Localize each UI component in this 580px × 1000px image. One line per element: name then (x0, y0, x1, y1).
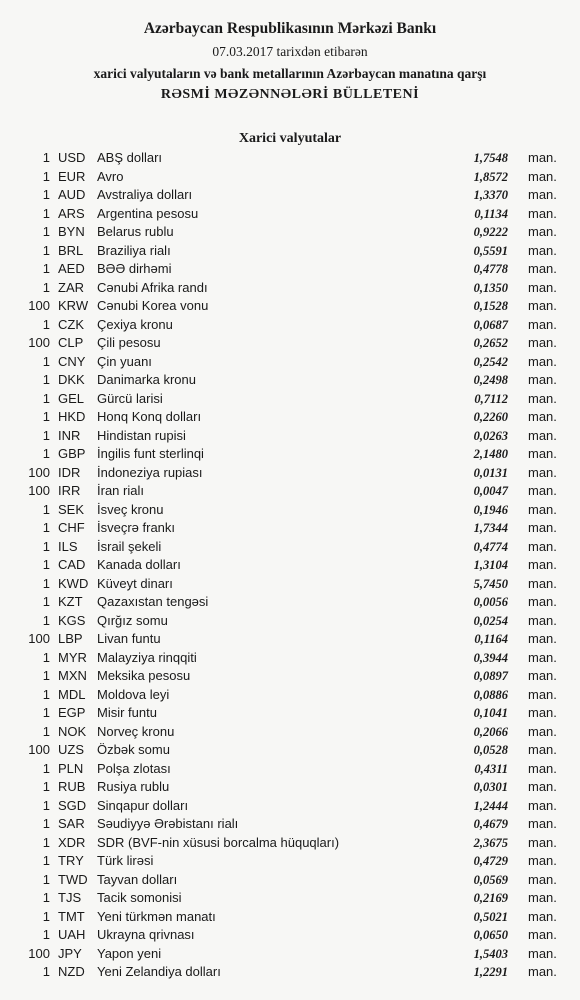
unit-label: man. (528, 520, 557, 535)
quantity: 1 (42, 927, 50, 942)
currency-name: Meksika pesosu (97, 668, 191, 683)
currency-row (0, 260, 580, 279)
unit-label: man. (528, 908, 557, 924)
currency-code: KGS (58, 612, 86, 628)
unit-label: man. (528, 834, 557, 850)
unit-label: man. (528, 871, 557, 887)
currency-code: JPY (58, 945, 82, 961)
unit-label: man. (528, 557, 557, 572)
currency-name: Tayvan dolları (97, 871, 178, 887)
quantity: 100 (28, 483, 50, 498)
currency-row (0, 390, 580, 409)
quantity: 100 (28, 742, 50, 757)
currency-row (0, 686, 580, 705)
currency-name: Polşa zlotası (97, 760, 171, 776)
exchange-rate: 0,1134 (474, 206, 508, 221)
unit-label: man. (528, 279, 557, 295)
currency-code: XDR (58, 834, 86, 850)
currency-row (0, 871, 580, 890)
currency-code: INR (58, 427, 81, 443)
quantity: 1 (42, 575, 50, 591)
currency-name: Cənubi Afrika randı (97, 279, 208, 295)
quantity: 100 (28, 464, 50, 480)
currency-row (0, 168, 580, 187)
currency-row (0, 630, 580, 649)
exchange-rate: 0,0047 (473, 484, 508, 498)
exchange-rate: 0,5591 (473, 243, 508, 258)
quantity: 1 (42, 705, 50, 720)
currency-row (0, 945, 580, 964)
currency-code: EGP (58, 705, 86, 720)
currency-code: TWD (58, 871, 88, 887)
currency-code: TRY (58, 853, 84, 868)
quantity: 1 (42, 871, 50, 887)
currency-code: UAH (58, 927, 86, 942)
currency-name: Avstraliya dolları (97, 187, 193, 202)
currency-row (0, 593, 580, 612)
exchange-rate: 0,9222 (473, 225, 508, 239)
exchange-rate: 1,2291 (473, 965, 508, 979)
unit-label: man. (528, 594, 557, 609)
currency-name: Livan funtu (97, 631, 161, 646)
currency-name: İsveç kronu (97, 501, 164, 517)
exchange-rate: 0,2260 (473, 410, 508, 424)
currency-row (0, 667, 580, 686)
quantity: 1 (42, 890, 50, 905)
exchange-rate: 0,0528 (473, 743, 508, 757)
currency-code: NZD (58, 964, 85, 979)
currency-code: CAD (58, 557, 86, 572)
quantity: 1 (42, 187, 50, 202)
quantity: 1 (42, 242, 50, 258)
exchange-rate: 0,1528 (473, 299, 508, 313)
currency-code: ZAR (58, 279, 84, 295)
currency-code: MXN (58, 668, 87, 683)
unit-label: man. (528, 261, 557, 276)
currency-name: Kanada dolları (97, 557, 181, 572)
exchange-rate: 0,2498 (473, 373, 508, 387)
unit-label: man. (528, 205, 557, 221)
bank-name: Azərbaycan Respublikasının Mərkəzi Bankı (143, 20, 437, 37)
exchange-rate: 0,0687 (473, 317, 508, 332)
unit-label: man. (528, 723, 557, 739)
currency-code: USD (58, 150, 86, 165)
unit-label: man. (528, 797, 557, 813)
currency-row (0, 519, 580, 538)
currency-row (0, 316, 580, 335)
currency-row (0, 279, 580, 298)
unit-label: man. (528, 631, 557, 646)
currency-row (0, 205, 580, 224)
currency-code: DKK (58, 372, 85, 387)
unit-label: man. (528, 298, 557, 313)
currency-code: MYR (58, 649, 87, 665)
quantity: 1 (42, 686, 50, 702)
unit-label: man. (528, 964, 557, 979)
quantity: 1 (42, 427, 50, 443)
unit-label: man. (528, 705, 557, 720)
exchange-rate: 0,2066 (473, 724, 508, 739)
bulletin-title: RƏSMİ MƏZƏNNƏLƏRİ BÜLLETENİ (160, 87, 420, 102)
currency-name: Ukrayna qrivnası (97, 927, 195, 942)
currency-row (0, 371, 580, 390)
quantity: 1 (42, 668, 50, 683)
currency-row (0, 834, 580, 853)
quantity: 1 (42, 612, 50, 628)
unit-label: man. (528, 242, 557, 258)
quantity: 1 (42, 908, 50, 924)
currency-row (0, 889, 580, 908)
unit-label: man. (528, 224, 557, 239)
exchange-rate: 1,7344 (473, 521, 508, 535)
section-title: Xarici valyutalar (238, 131, 342, 146)
exchange-rate: 0,0650 (473, 928, 508, 942)
unit-label: man. (528, 612, 557, 628)
currency-code: NOK (58, 723, 87, 739)
currency-row (0, 908, 580, 927)
unit-label: man. (528, 779, 557, 794)
exchange-rate: 0,0301 (473, 780, 508, 794)
currency-code: EUR (58, 168, 86, 184)
currency-name: Malayziya rinqqiti (97, 649, 197, 665)
currency-code: CNY (58, 353, 86, 369)
unit-label: man. (528, 890, 557, 905)
quantity: 1 (42, 150, 50, 165)
exchange-rate: 0,7112 (474, 391, 508, 406)
currency-row (0, 501, 580, 520)
currency-row (0, 223, 580, 242)
currency-code: LBP (58, 631, 83, 646)
currency-name: Özbək somu (97, 742, 170, 757)
currency-name: ABŞ dolları (97, 150, 163, 165)
exchange-rate: 1,3370 (473, 188, 508, 202)
currency-name: Sinqapur dolları (97, 797, 189, 813)
quantity: 1 (42, 409, 50, 424)
exchange-rate: 0,4679 (473, 817, 508, 831)
currency-code: SEK (58, 501, 85, 517)
currency-code: BRL (58, 242, 84, 258)
currency-name: İndoneziya rupiası (97, 464, 203, 480)
currency-code: HKD (58, 409, 86, 424)
currency-name: Norveç kronu (97, 723, 175, 739)
currency-name: BƏƏ dirhəmi (97, 261, 172, 276)
exchange-rate: 0,4774 (473, 539, 508, 554)
currency-name: Çili pesosu (97, 335, 161, 350)
quantity: 1 (42, 723, 50, 739)
exchange-rate: 1,3104 (473, 558, 508, 572)
exchange-rate: 1,8572 (473, 169, 508, 184)
currency-code: CZK (58, 316, 84, 332)
currency-row (0, 704, 580, 723)
currency-row (0, 723, 580, 742)
currency-code: SGD (58, 797, 87, 813)
currency-name: Misir funtu (97, 705, 157, 720)
quantity: 1 (42, 372, 50, 387)
unit-label: man. (528, 483, 557, 498)
currency-row (0, 408, 580, 427)
exchange-rate: 1,5403 (473, 946, 508, 961)
currency-name: Səudiyyə Ərəbistanı rialı (97, 816, 239, 831)
currency-name: İngilis funt sterlinqi (97, 446, 204, 461)
unit-label: man. (528, 446, 557, 461)
currency-code: AED (58, 261, 85, 276)
unit-label: man. (528, 409, 557, 424)
currency-row (0, 538, 580, 557)
currency-row (0, 353, 580, 372)
bulletin-subtitle: xarici valyutaların və bank metallarının Azərbaycan manatına qarşı (93, 66, 487, 81)
unit-label: man. (528, 760, 557, 776)
currency-name: Rusiya rublu (97, 779, 170, 794)
unit-label: man. (528, 150, 557, 165)
unit-label: man. (528, 316, 557, 332)
quantity: 100 (28, 631, 50, 646)
currency-name: Türk lirəsi (97, 853, 154, 868)
currency-name: Küveyt dinarı (97, 575, 173, 591)
currency-name: İran rialı (97, 483, 144, 498)
exchange-rate: 0,4729 (473, 854, 508, 868)
quantity: 1 (42, 316, 50, 332)
quantity: 1 (42, 964, 50, 979)
currency-name: Çexiya kronu (97, 316, 173, 332)
currency-code: MDL (58, 686, 86, 702)
unit-label: man. (528, 686, 557, 702)
unit-label: man. (528, 353, 557, 369)
currency-name: Belarus rublu (97, 224, 174, 239)
currency-row (0, 334, 580, 353)
quantity: 1 (42, 779, 50, 794)
currency-name: Hindistan rupisi (97, 427, 186, 443)
currency-name: Moldova leyi (97, 686, 170, 702)
currency-code: IRR (58, 483, 81, 498)
currency-row (0, 427, 580, 446)
quantity: 100 (28, 945, 50, 961)
currency-code: ILS (58, 538, 78, 554)
quantity: 1 (42, 390, 50, 406)
quantity: 1 (42, 538, 50, 554)
unit-label: man. (528, 538, 557, 554)
unit-label: man. (528, 187, 557, 202)
exchange-rate: 0,1946 (473, 502, 508, 517)
exchange-rate: 5,7450 (473, 576, 508, 591)
currency-code: BYN (58, 224, 85, 239)
unit-label: man. (528, 390, 557, 406)
currency-name: Argentina pesosu (97, 205, 199, 221)
currency-code: ARS (58, 205, 85, 221)
exchange-rate: 0,0263 (473, 428, 508, 443)
currency-row (0, 926, 580, 945)
currency-row (0, 186, 580, 205)
currency-name: İsveçrə frankı (97, 520, 176, 535)
quantity: 1 (42, 816, 50, 831)
exchange-rate: 0,0897 (473, 669, 508, 683)
quantity: 1 (42, 520, 50, 535)
unit-label: man. (528, 927, 557, 942)
unit-label: man. (528, 649, 557, 665)
currency-row (0, 852, 580, 871)
currency-code: UZS (58, 742, 84, 757)
unit-label: man. (528, 668, 557, 683)
exchange-rate: 0,4778 (473, 262, 508, 276)
currency-code: PLN (58, 760, 84, 776)
currency-name: Yapon yeni (97, 945, 162, 961)
exchange-rate: 0,0886 (473, 687, 508, 702)
unit-label: man. (528, 853, 557, 868)
currency-name: SDR (BVF-nin xüsusi borcalma hüquqları) (97, 834, 340, 850)
currency-row (0, 464, 580, 483)
currency-code: GBP (58, 446, 86, 461)
currency-row (0, 760, 580, 779)
unit-label: man. (528, 335, 557, 350)
currency-row (0, 649, 580, 668)
currency-code: SAR (58, 816, 85, 831)
exchange-rate: 0,2652 (473, 336, 508, 350)
currency-name: Qazaxıstan tengəsi (97, 594, 209, 609)
quantity: 1 (42, 261, 50, 276)
currency-code: KZT (58, 594, 83, 609)
currency-row (0, 778, 580, 797)
exchange-rate: 0,4311 (474, 761, 508, 776)
unit-label: man. (528, 464, 557, 480)
currency-row (0, 575, 580, 594)
unit-label: man. (528, 816, 557, 831)
currency-code: GEL (58, 390, 85, 406)
exchange-rate: 2,3675 (473, 835, 508, 850)
exchange-rate: 0,1350 (473, 280, 508, 295)
unit-label: man. (528, 372, 557, 387)
currency-code: AUD (58, 187, 86, 202)
currency-name: Honq Konq dolları (97, 409, 202, 424)
currency-row (0, 297, 580, 316)
currency-code: TJS (58, 890, 82, 905)
exchange-rate: 0,3944 (473, 650, 508, 665)
exchange-rate: 0,0569 (473, 872, 508, 887)
currency-name: Çin yuanı (97, 353, 152, 369)
exchange-rate: 2,1480 (473, 447, 508, 461)
exchange-rate: 1,7548 (473, 151, 508, 165)
currency-name: Avro (97, 168, 124, 184)
currency-code: KWD (58, 575, 89, 591)
currency-name: Qırğız somu (97, 612, 168, 628)
currency-row (0, 482, 580, 501)
currency-row (0, 612, 580, 631)
currency-row (0, 815, 580, 834)
unit-label: man. (528, 501, 557, 517)
currency-code: CHF (58, 520, 85, 535)
unit-label: man. (528, 575, 557, 591)
currency-name: Gürcü larisi (97, 390, 163, 406)
currency-name: Yeni türkmən manatı (97, 908, 216, 924)
exchange-rate: 0,2542 (473, 354, 508, 369)
quantity: 1 (42, 557, 50, 572)
exchange-rate: 1,2444 (473, 798, 508, 813)
quantity: 1 (42, 853, 50, 868)
currency-row (0, 149, 580, 168)
unit-label: man. (528, 427, 557, 443)
currency-name: İsrail şekeli (97, 538, 162, 554)
currency-row (0, 963, 580, 982)
quantity: 1 (42, 279, 50, 295)
quantity: 1 (42, 594, 50, 609)
quantity: 1 (42, 353, 50, 369)
unit-label: man. (528, 168, 557, 184)
unit-label: man. (528, 945, 557, 961)
unit-label: man. (528, 742, 557, 757)
currency-code: KRW (58, 298, 89, 313)
exchange-rate: 0,1041 (473, 706, 508, 720)
exchange-rate: 0,1164 (474, 632, 508, 646)
currency-code: RUB (58, 779, 86, 794)
currency-name: Braziliya rialı (97, 242, 171, 258)
exchange-rate: 0,0056 (473, 595, 508, 609)
effective-date: 07.03.2017 tarixdən etibarən (212, 44, 368, 59)
quantity: 100 (28, 298, 50, 313)
currency-code: CLP (58, 335, 84, 350)
currency-row (0, 556, 580, 575)
exchange-rate: 0,5021 (473, 909, 508, 924)
quantity: 100 (28, 335, 50, 350)
currency-row (0, 797, 580, 816)
quantity: 1 (42, 649, 50, 665)
currency-row (0, 445, 580, 464)
currency-code: IDR (58, 464, 81, 480)
currency-name: Tacik somonisi (97, 890, 182, 905)
currency-name: Danimarka kronu (97, 372, 196, 387)
quantity: 1 (42, 834, 50, 850)
currency-code: TMT (58, 908, 85, 924)
currency-name: Yeni Zelandiya dolları (97, 964, 221, 979)
currency-row (0, 242, 580, 261)
exchange-rate: 0,2169 (473, 891, 508, 905)
exchange-rate: 0,0131 (473, 465, 508, 480)
quantity: 1 (42, 501, 50, 517)
currency-row (0, 741, 580, 760)
quantity: 1 (42, 760, 50, 776)
exchange-rate: 0,0254 (473, 613, 508, 628)
quantity: 1 (42, 224, 50, 239)
quantity: 1 (42, 168, 50, 184)
currency-table (0, 149, 580, 982)
quantity: 1 (42, 446, 50, 461)
currency-name: Cənubi Korea vonu (97, 298, 209, 313)
quantity: 1 (42, 797, 50, 813)
quantity: 1 (42, 205, 50, 221)
